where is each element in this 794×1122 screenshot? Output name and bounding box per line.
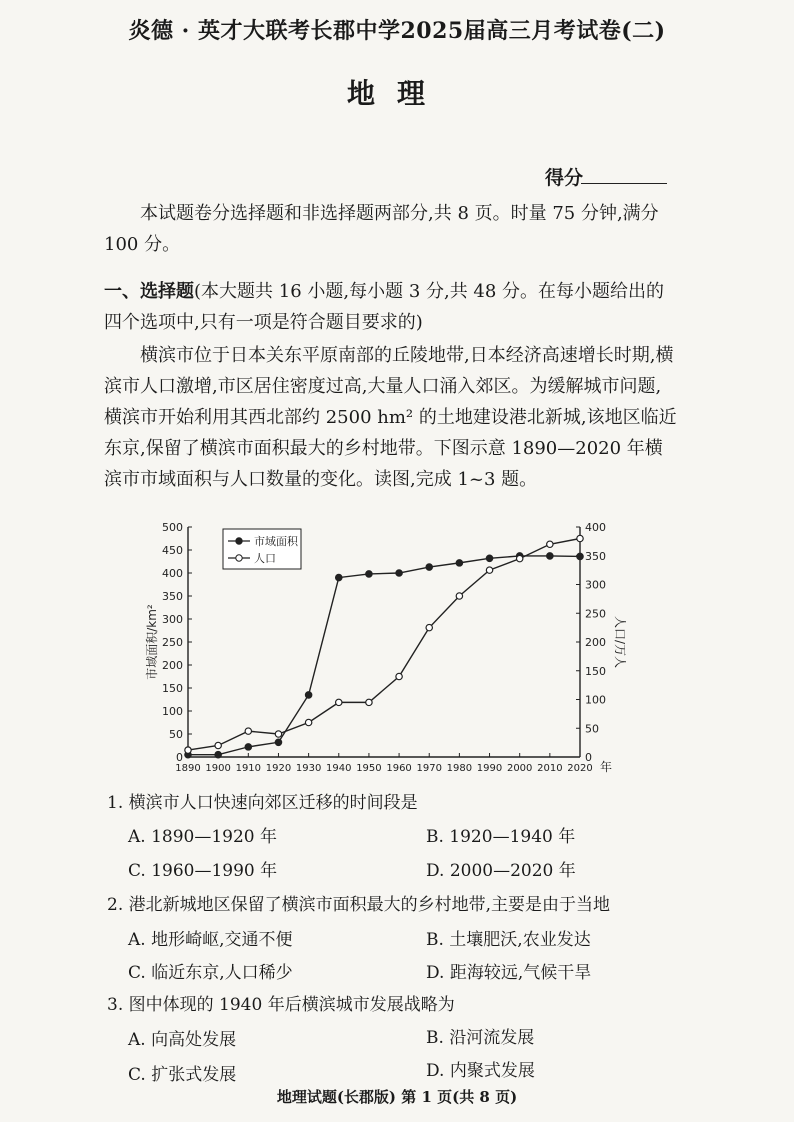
right-axis-label: 人口/万人 bbox=[613, 615, 627, 669]
exam-instructions: 本试题卷分选择题和非选择题两部分,共 8 页。时量 75 分钟,满分 100 分。 bbox=[104, 203, 659, 255]
left-axis-label: 市域面积/km² bbox=[145, 604, 159, 680]
question-2-option-d[interactable]: D. 距海较远,气候干旱 bbox=[426, 963, 592, 983]
reading-passage: 横滨市位于日本关东平原南部的丘陵地带,日本经济高速增长时期,横滨市人口激增,市区居住密度过高,大量人口涌入郊区。为缓解城市问题,横滨市开始利用其西北部约 2500 hm² 的土地建设港北新城,该地区临近东京,保留了横滨市面积最大的乡村地带。下图示意 1890—2020 年横滨市市域面积与人口数量的变化。读图,完成 1~3 题。 bbox=[104, 345, 677, 490]
legend-label: 市域面积 bbox=[254, 535, 298, 548]
left-tick-label: 0 bbox=[176, 751, 183, 764]
data-point bbox=[215, 742, 221, 748]
x-axis-label: 年 bbox=[600, 760, 613, 774]
data-point bbox=[215, 752, 221, 758]
right-tick-label: 300 bbox=[585, 578, 606, 592]
left-tick-label: 100 bbox=[162, 705, 183, 718]
x-tick-label: 1970 bbox=[416, 763, 442, 774]
data-point bbox=[336, 699, 342, 705]
question-3-stem: 3. 图中体现的 1940 年后横滨城市发展战略为 bbox=[107, 995, 455, 1015]
question-2-option-a[interactable]: A. 地形崎岖,交通不便 bbox=[128, 930, 293, 950]
question-3-option-d[interactable]: D. 内聚式发展 bbox=[426, 1061, 535, 1081]
x-tick-label: 1890 bbox=[175, 763, 201, 774]
question-1-option-c[interactable]: C. 1960—1990 年 bbox=[128, 861, 278, 881]
data-point bbox=[275, 739, 281, 745]
exam-title: 炎德 · 英才大联考长郡中学2025届高三月考试卷(二) bbox=[128, 18, 666, 44]
left-tick-label: 400 bbox=[162, 567, 183, 580]
subject-title: 地理 bbox=[346, 77, 447, 110]
x-tick-label: 1940 bbox=[326, 763, 352, 774]
question-1-option-a[interactable]: A. 1890—1920 年 bbox=[128, 827, 278, 847]
x-tick-label: 1990 bbox=[476, 763, 503, 774]
data-point bbox=[426, 564, 432, 570]
score-blank bbox=[581, 183, 667, 184]
left-tick-label: 150 bbox=[162, 682, 183, 695]
data-point bbox=[516, 555, 522, 561]
left-tick-label: 250 bbox=[162, 636, 183, 649]
left-tick-label: 50 bbox=[169, 728, 183, 741]
right-tick-label: 50 bbox=[585, 722, 599, 736]
data-point bbox=[396, 673, 402, 679]
x-tick-label: 1980 bbox=[446, 763, 473, 774]
data-point bbox=[577, 535, 583, 541]
right-tick-label: 0 bbox=[585, 751, 592, 764]
score-label: 得分 bbox=[545, 167, 584, 189]
series-line-1 bbox=[188, 556, 580, 755]
data-point bbox=[456, 560, 462, 566]
data-point bbox=[456, 593, 462, 599]
data-point bbox=[396, 570, 402, 576]
question-1-option-b[interactable]: B. 1920—1940 年 bbox=[426, 827, 576, 847]
section-heading bbox=[104, 276, 679, 338]
data-point bbox=[305, 692, 311, 698]
question-3-option-c[interactable]: C. 扩张式发展 bbox=[128, 1065, 237, 1085]
left-tick-label: 450 bbox=[162, 544, 183, 557]
right-tick-label: 100 bbox=[585, 693, 606, 707]
x-tick-label: 1950 bbox=[356, 763, 382, 774]
x-tick-label: 1960 bbox=[386, 763, 412, 774]
question-1-option-d[interactable]: D. 2000—2020 年 bbox=[426, 861, 576, 881]
question-2-option-c[interactable]: C. 临近东京,人口稀少 bbox=[128, 963, 293, 983]
question-2-option-b[interactable]: B. 土壤肥沃,农业发达 bbox=[426, 930, 591, 950]
left-tick-label: 500 bbox=[162, 521, 183, 534]
x-tick-label: 1930 bbox=[295, 763, 322, 774]
data-point bbox=[547, 553, 553, 559]
left-tick-label: 350 bbox=[162, 590, 183, 603]
data-point bbox=[577, 553, 583, 559]
data-point bbox=[426, 624, 432, 630]
data-point bbox=[336, 574, 342, 580]
section-title: 一、选择题 bbox=[104, 281, 194, 302]
section-note: (本大题共 16 小题,每小题 3 分,共 48 分。在每小题给出的四个选项中,只有一项是符合题目要求的) bbox=[104, 281, 665, 333]
left-tick-label: 300 bbox=[162, 613, 183, 626]
left-tick-label: 200 bbox=[162, 659, 183, 672]
data-point bbox=[245, 744, 251, 750]
right-tick-label: 250 bbox=[585, 607, 606, 621]
data-point bbox=[366, 571, 372, 577]
x-tick-label: 1900 bbox=[205, 763, 231, 774]
right-tick-label: 400 bbox=[585, 521, 606, 534]
question-3-option-a[interactable]: A. 向高处发展 bbox=[128, 1030, 237, 1050]
data-point bbox=[275, 731, 281, 737]
x-tick-label: 2020 bbox=[567, 763, 593, 774]
data-point bbox=[486, 555, 492, 561]
x-tick-label: 1920 bbox=[265, 763, 292, 774]
legend-marker bbox=[236, 555, 242, 561]
data-point bbox=[486, 567, 492, 573]
x-tick-label: 1910 bbox=[235, 763, 262, 774]
page-footer: 地理试题(长郡版) 第 1 页(共 8 页) bbox=[276, 1088, 518, 1106]
data-point bbox=[547, 541, 553, 547]
legend-label: 人口 bbox=[254, 552, 276, 565]
right-tick-label: 150 bbox=[585, 664, 606, 678]
data-point bbox=[185, 747, 191, 753]
question-2-stem: 2. 港北新城地区保留了横滨市面积最大的乡村地带,主要是由于当地 bbox=[107, 895, 611, 915]
series-line-2 bbox=[188, 539, 580, 751]
data-point bbox=[245, 728, 251, 734]
line-chart bbox=[140, 515, 630, 780]
right-tick-label: 350 bbox=[585, 549, 606, 563]
x-tick-label: 2010 bbox=[537, 763, 563, 774]
data-point bbox=[305, 719, 311, 725]
data-point bbox=[366, 699, 372, 705]
x-tick-label: 2000 bbox=[506, 763, 533, 774]
right-tick-label: 200 bbox=[585, 636, 606, 649]
question-3-option-b[interactable]: B. 沿河流发展 bbox=[426, 1028, 535, 1048]
question-1-stem: 1. 横滨市人口快速向郊区迁移的时间段是 bbox=[107, 793, 418, 813]
legend-marker bbox=[236, 538, 242, 544]
